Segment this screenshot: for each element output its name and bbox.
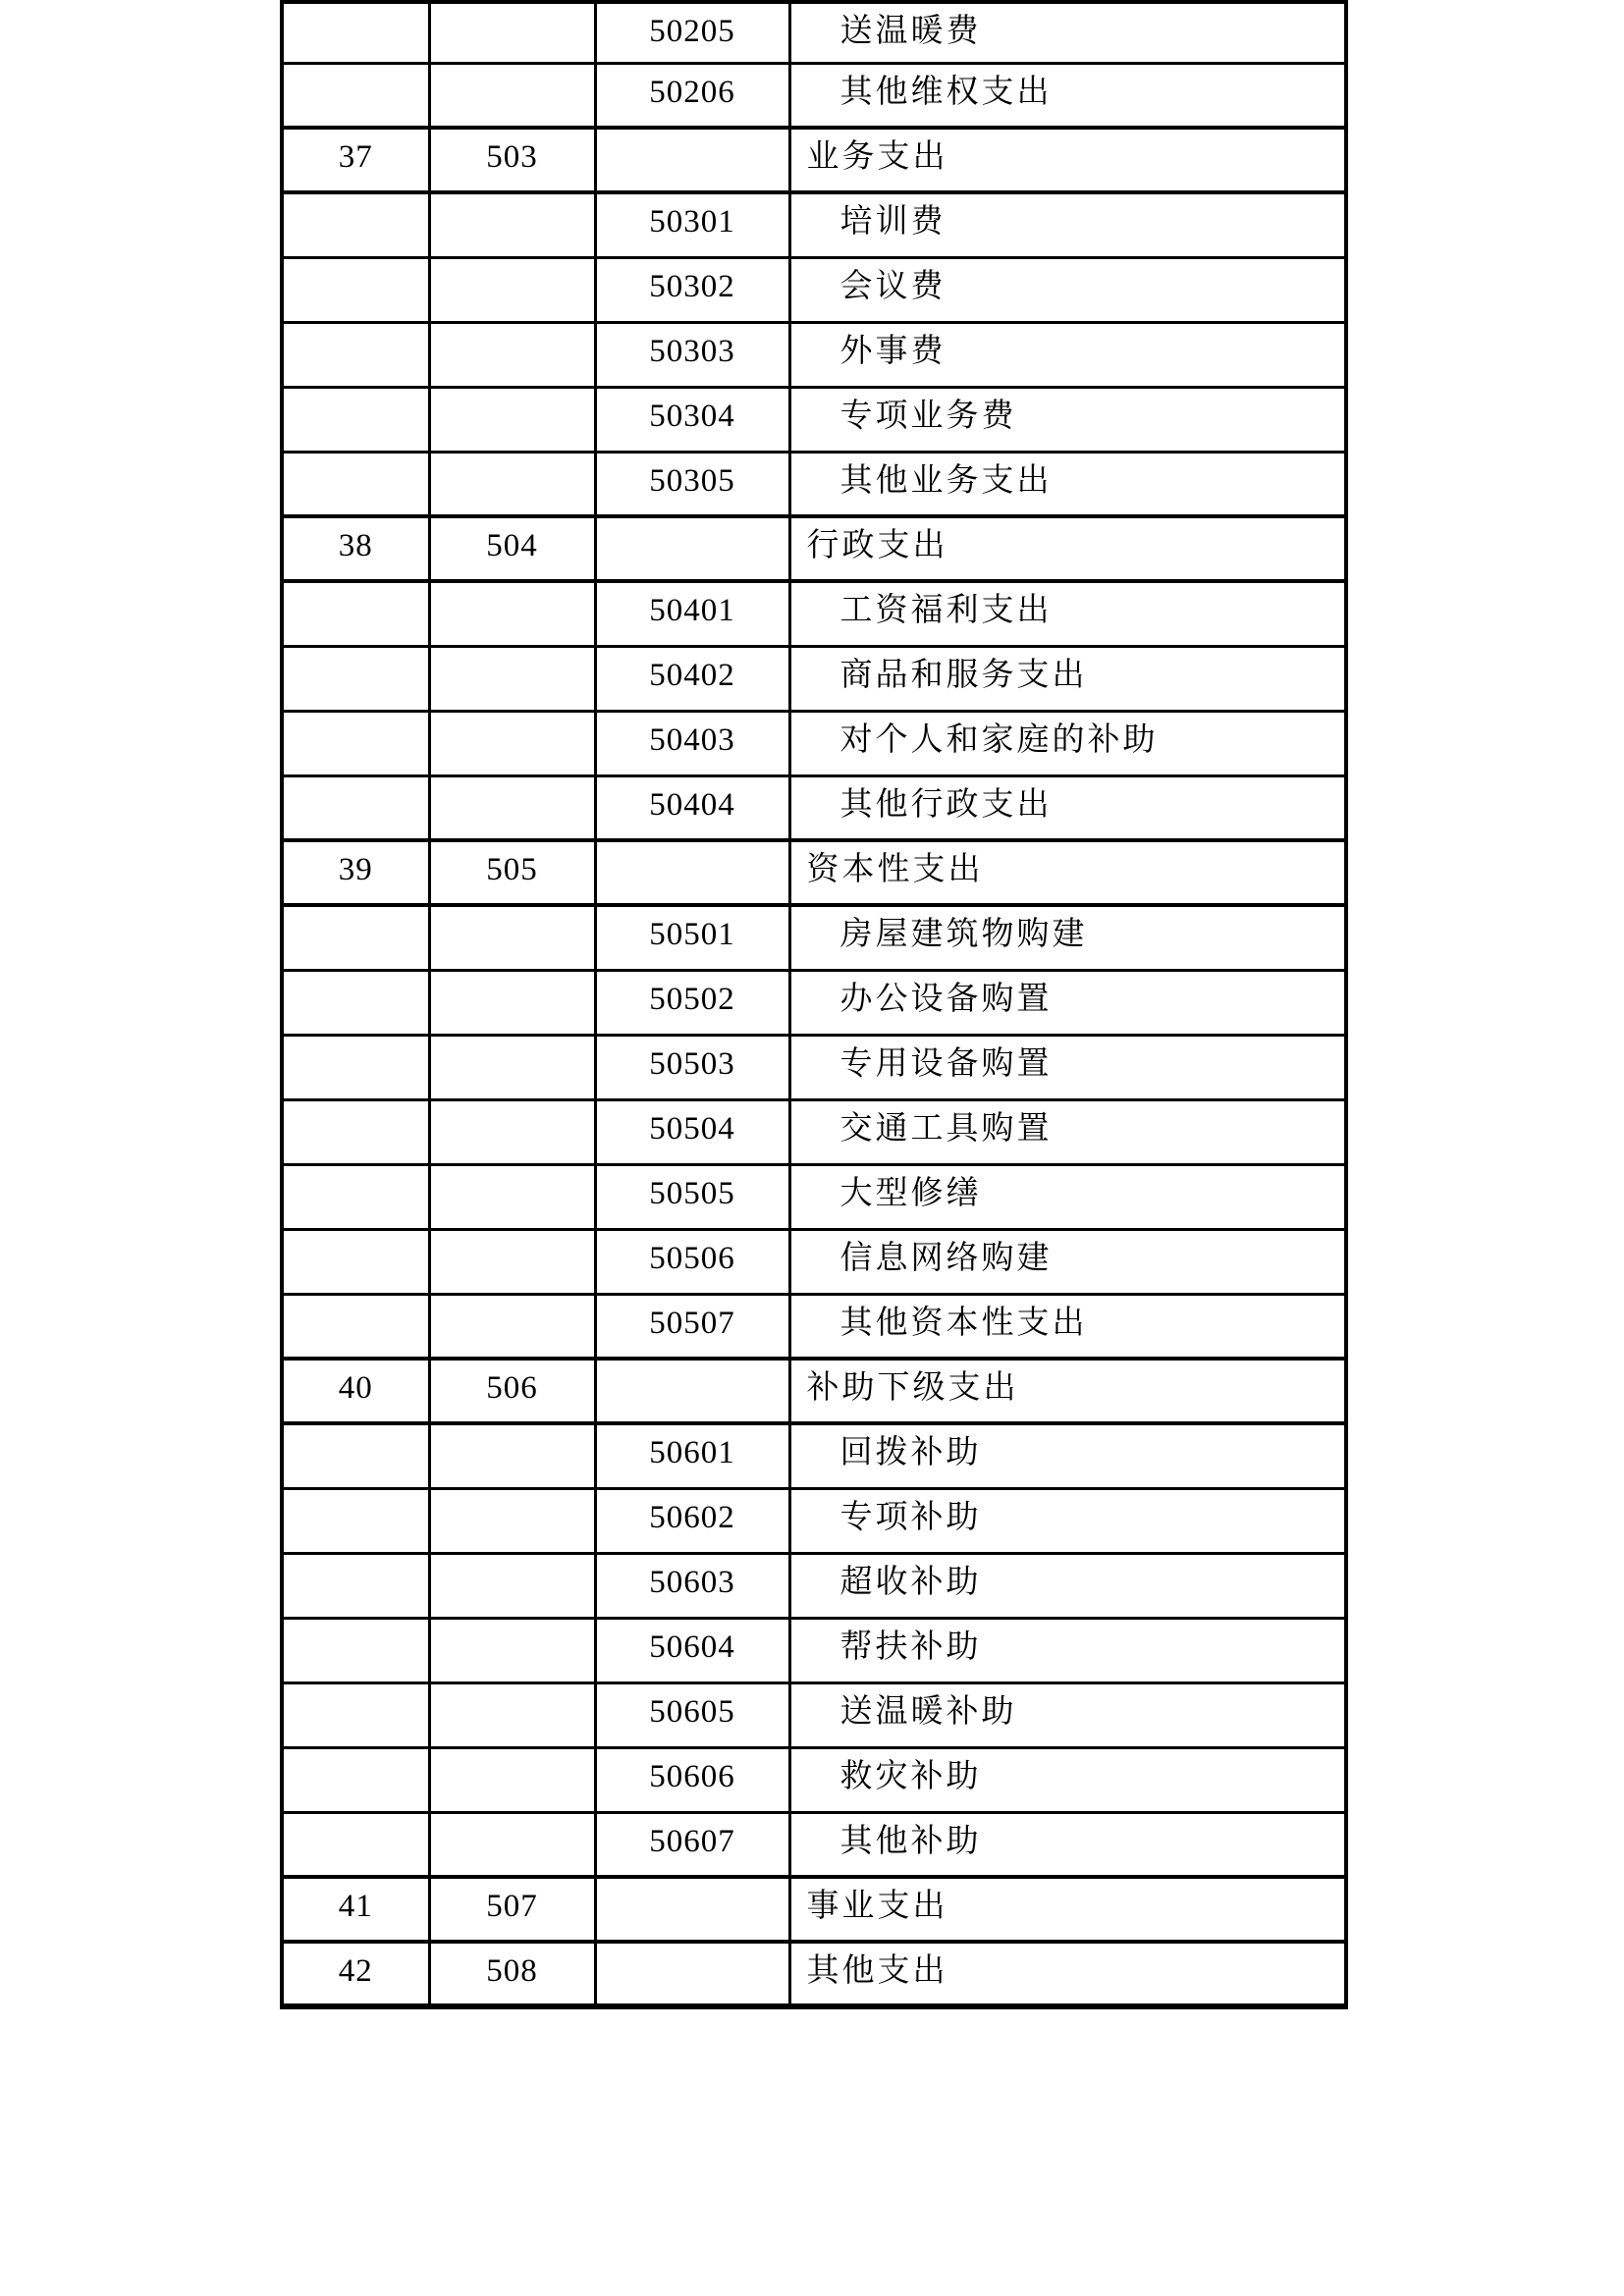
seq-cell — [282, 192, 429, 257]
subcode-cell: 50303 — [595, 322, 789, 387]
seq-cell — [282, 1812, 429, 1877]
table-row — [282, 63, 1346, 128]
table-row — [282, 516, 1346, 581]
table-row — [282, 1164, 1346, 1229]
subcode-cell: 50205 — [595, 2, 789, 63]
name-cell: 办公设备购置 — [789, 970, 1346, 1035]
code-cell — [429, 1682, 595, 1747]
table-row — [282, 387, 1346, 452]
table-row — [282, 1294, 1346, 1359]
code-cell — [429, 1488, 595, 1553]
code-cell — [429, 1229, 595, 1294]
seq-cell — [282, 257, 429, 322]
subcode-cell: 50206 — [595, 63, 789, 128]
name-cell: 其他资本性支出 — [789, 1294, 1346, 1359]
subcode-cell: 50504 — [595, 1099, 789, 1164]
seq-cell — [282, 1747, 429, 1812]
seq-cell — [282, 1229, 429, 1294]
code-cell — [429, 1812, 595, 1877]
seq-cell: 41 — [282, 1877, 429, 1942]
seq-cell: 40 — [282, 1359, 429, 1423]
name-cell: 大型修缮 — [789, 1164, 1346, 1229]
subcode-cell: 50302 — [595, 257, 789, 322]
subcode-cell: 50606 — [595, 1747, 789, 1812]
subcode-cell: 50505 — [595, 1164, 789, 1229]
code-cell — [429, 452, 595, 516]
subcode-cell — [595, 516, 789, 581]
seq-cell — [282, 581, 429, 646]
table-row — [282, 1099, 1346, 1164]
table-row — [282, 581, 1346, 646]
subcode-cell — [595, 128, 789, 192]
seq-cell — [282, 646, 429, 711]
code-cell — [429, 1553, 595, 1618]
code-cell — [429, 1294, 595, 1359]
name-cell: 外事费 — [789, 322, 1346, 387]
seq-cell — [282, 1035, 429, 1099]
code-cell — [429, 257, 595, 322]
seq-cell — [282, 1618, 429, 1682]
table-row — [282, 1877, 1346, 1942]
code-cell: 504 — [429, 516, 595, 581]
name-cell: 其他维权支出 — [789, 63, 1346, 128]
seq-cell — [282, 387, 429, 452]
table-row — [282, 452, 1346, 516]
name-cell: 资本性支出 — [789, 840, 1346, 905]
seq-cell: 39 — [282, 840, 429, 905]
seq-cell — [282, 905, 429, 970]
table-row — [282, 646, 1346, 711]
name-cell: 工资福利支出 — [789, 581, 1346, 646]
name-cell: 其他支出 — [789, 1942, 1346, 2006]
table-row — [282, 1942, 1346, 2006]
subcode-cell — [595, 1359, 789, 1423]
table-row — [282, 970, 1346, 1035]
table-row — [282, 840, 1346, 905]
seq-cell — [282, 1553, 429, 1618]
seq-cell — [282, 1488, 429, 1553]
name-cell: 行政支出 — [789, 516, 1346, 581]
code-cell — [429, 711, 595, 775]
name-cell: 回拨补助 — [789, 1423, 1346, 1488]
subcode-cell: 50401 — [595, 581, 789, 646]
code-cell: 503 — [429, 128, 595, 192]
code-cell — [429, 1035, 595, 1099]
name-cell: 其他补助 — [789, 1812, 1346, 1877]
table-row — [282, 711, 1346, 775]
code-cell — [429, 63, 595, 128]
table-row — [282, 1359, 1346, 1423]
expense-accounts-table — [280, 0, 1348, 2009]
name-cell: 专项业务费 — [789, 387, 1346, 452]
name-cell: 补助下级支出 — [789, 1359, 1346, 1423]
name-cell: 救灾补助 — [789, 1747, 1346, 1812]
seq-cell — [282, 1423, 429, 1488]
code-cell — [429, 581, 595, 646]
subcode-cell: 50301 — [595, 192, 789, 257]
code-cell — [429, 970, 595, 1035]
table-row — [282, 257, 1346, 322]
table-row — [282, 1682, 1346, 1747]
subcode-cell: 50607 — [595, 1812, 789, 1877]
code-cell: 505 — [429, 840, 595, 905]
code-cell — [429, 1164, 595, 1229]
subcode-cell — [595, 1877, 789, 1942]
subcode-cell: 50501 — [595, 905, 789, 970]
name-cell: 交通工具购置 — [789, 1099, 1346, 1164]
name-cell: 专项补助 — [789, 1488, 1346, 1553]
seq-cell — [282, 2, 429, 63]
code-cell — [429, 1423, 595, 1488]
table-row — [282, 1035, 1346, 1099]
subcode-cell: 50605 — [595, 1682, 789, 1747]
table-body — [282, 2, 1346, 2006]
table-row — [282, 322, 1346, 387]
code-cell — [429, 1618, 595, 1682]
table-row — [282, 1488, 1346, 1553]
code-cell — [429, 1747, 595, 1812]
subcode-cell: 50402 — [595, 646, 789, 711]
table-row — [282, 128, 1346, 192]
seq-cell: 37 — [282, 128, 429, 192]
subcode-cell: 50403 — [595, 711, 789, 775]
name-cell: 业务支出 — [789, 128, 1346, 192]
table-row — [282, 1812, 1346, 1877]
code-cell — [429, 2, 595, 63]
subcode-cell: 50502 — [595, 970, 789, 1035]
seq-cell — [282, 63, 429, 128]
code-cell — [429, 322, 595, 387]
table-row — [282, 1423, 1346, 1488]
seq-cell — [282, 1164, 429, 1229]
name-cell: 专用设备购置 — [789, 1035, 1346, 1099]
name-cell: 送温暖费 — [789, 2, 1346, 63]
name-cell: 对个人和家庭的补助 — [789, 711, 1346, 775]
name-cell: 商品和服务支出 — [789, 646, 1346, 711]
subcode-cell: 50404 — [595, 775, 789, 840]
subcode-cell: 50503 — [595, 1035, 789, 1099]
subcode-cell: 50604 — [595, 1618, 789, 1682]
table-row — [282, 2, 1346, 63]
seq-cell — [282, 775, 429, 840]
seq-cell — [282, 322, 429, 387]
name-cell: 培训费 — [789, 192, 1346, 257]
subcode-cell — [595, 1942, 789, 2006]
code-cell — [429, 775, 595, 840]
seq-cell — [282, 1099, 429, 1164]
code-cell: 507 — [429, 1877, 595, 1942]
subcode-cell: 50506 — [595, 1229, 789, 1294]
name-cell: 信息网络购建 — [789, 1229, 1346, 1294]
subcode-cell — [595, 840, 789, 905]
code-cell — [429, 646, 595, 711]
code-cell — [429, 905, 595, 970]
name-cell: 房屋建筑物购建 — [789, 905, 1346, 970]
table-row — [282, 1553, 1346, 1618]
subcode-cell: 50305 — [595, 452, 789, 516]
name-cell: 送温暖补助 — [789, 1682, 1346, 1747]
name-cell: 其他业务支出 — [789, 452, 1346, 516]
table-row — [282, 1747, 1346, 1812]
name-cell: 会议费 — [789, 257, 1346, 322]
table-row — [282, 192, 1346, 257]
seq-cell: 38 — [282, 516, 429, 581]
seq-cell — [282, 1682, 429, 1747]
table-row — [282, 1229, 1346, 1294]
table-row — [282, 1618, 1346, 1682]
name-cell: 其他行政支出 — [789, 775, 1346, 840]
name-cell: 事业支出 — [789, 1877, 1346, 1942]
table-row — [282, 905, 1346, 970]
table-row — [282, 775, 1346, 840]
seq-cell — [282, 1294, 429, 1359]
subcode-cell: 50304 — [595, 387, 789, 452]
code-cell — [429, 387, 595, 452]
seq-cell — [282, 970, 429, 1035]
code-cell — [429, 1099, 595, 1164]
name-cell: 帮扶补助 — [789, 1618, 1346, 1682]
name-cell: 超收补助 — [789, 1553, 1346, 1618]
subcode-cell: 50602 — [595, 1488, 789, 1553]
code-cell — [429, 192, 595, 257]
code-cell: 506 — [429, 1359, 595, 1423]
code-cell: 508 — [429, 1942, 595, 2006]
seq-cell — [282, 452, 429, 516]
seq-cell: 42 — [282, 1942, 429, 2006]
seq-cell — [282, 711, 429, 775]
subcode-cell: 50507 — [595, 1294, 789, 1359]
subcode-cell: 50601 — [595, 1423, 789, 1488]
subcode-cell: 50603 — [595, 1553, 789, 1618]
